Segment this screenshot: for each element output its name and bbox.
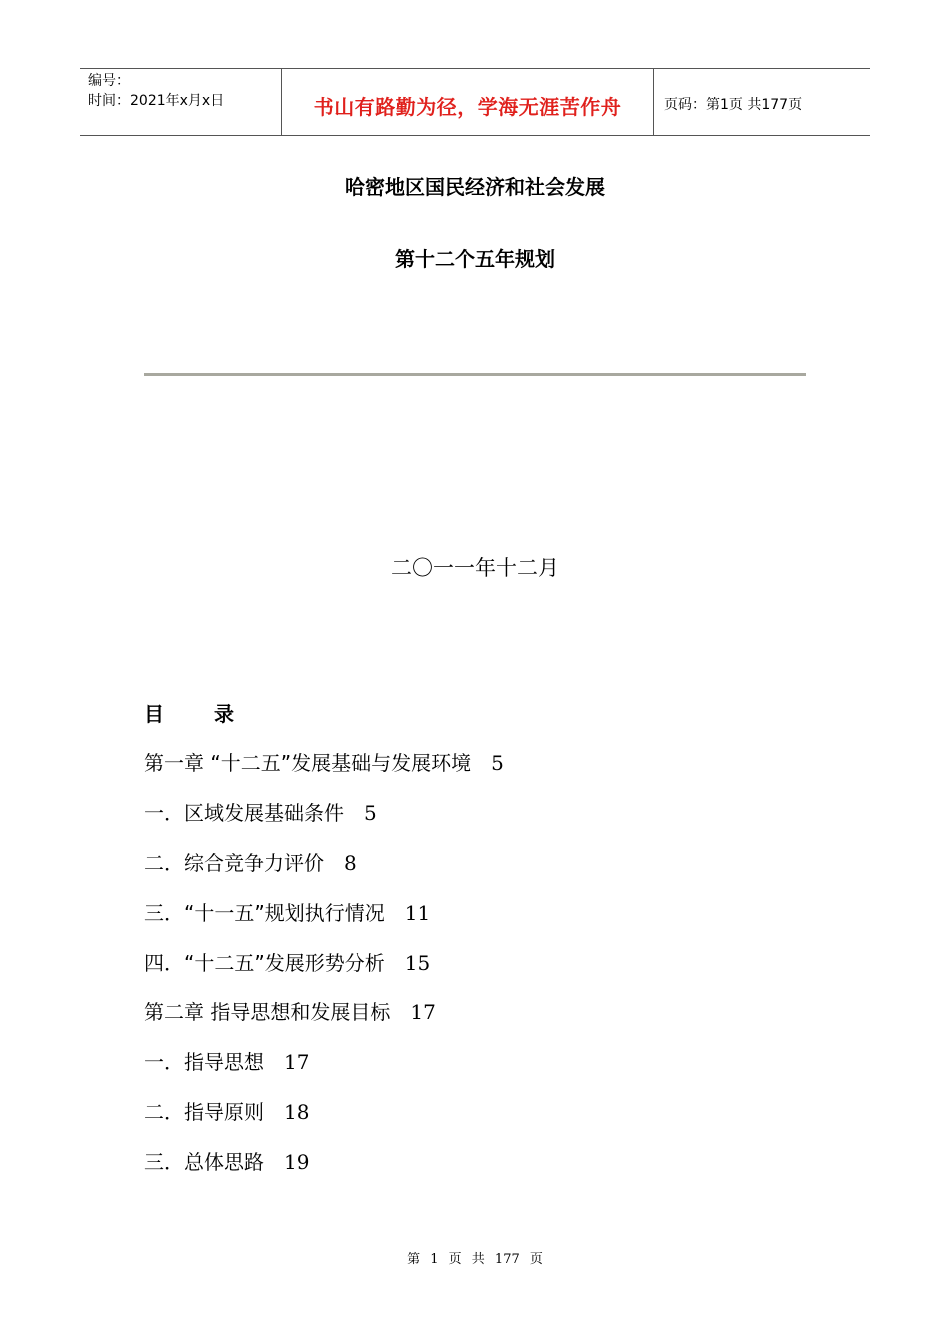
toc-item-label: 一．区域发展基础条件: [144, 800, 344, 825]
toc-item-page: 15: [404, 950, 431, 975]
toc-item-page: 5: [364, 800, 377, 825]
toc-item-page: 17: [284, 1050, 310, 1075]
toc-item[interactable]: [144, 847, 504, 897]
toc-item[interactable]: [144, 947, 504, 997]
toc-item-page: 5: [491, 751, 504, 775]
toc-item-label: 四．“十二五”发展形势分析: [144, 950, 385, 975]
toc-item[interactable]: [144, 797, 504, 847]
toc-item[interactable]: [144, 1146, 504, 1196]
header-meta-cell: [80, 69, 282, 135]
header-page-cell: [654, 69, 870, 135]
toc-item[interactable]: [144, 1096, 504, 1146]
toc-item-page: 8: [344, 850, 357, 875]
toc-item-page: 19: [284, 1150, 310, 1175]
table-of-contents: [144, 747, 504, 1196]
document-date: 二〇一一年十二月: [391, 556, 559, 580]
document-title-line2: 第十二个五年规划: [395, 247, 555, 271]
toc-item[interactable]: [144, 1046, 504, 1096]
toc-item[interactable]: [144, 897, 504, 947]
toc-item-page: 11: [404, 900, 431, 925]
motto-text: 书山有路勤为径，学海无涯苦作舟: [313, 95, 622, 119]
toc-heading-char2: 录: [214, 702, 234, 726]
toc-heading-char1: 目: [144, 702, 164, 726]
toc-item[interactable]: [144, 747, 504, 797]
number-label: 编号：: [88, 73, 130, 89]
time-label: 时间：2021年x月x日: [88, 93, 225, 109]
toc-item-page: 17: [410, 1000, 436, 1025]
toc-item-label: 第二章 指导思想和发展目标: [144, 1000, 391, 1025]
document-header: [80, 68, 870, 136]
page-footer: 第 1 页 共 177 页: [407, 1252, 543, 1267]
toc-item-page: 18: [284, 1100, 310, 1125]
page-info: 页码：第1页 共177页: [664, 97, 803, 113]
toc-item[interactable]: [144, 996, 504, 1046]
toc-heading: [144, 698, 234, 727]
toc-item-label: 一．指导思想: [144, 1050, 264, 1075]
toc-item-label: 二．指导原则: [144, 1100, 264, 1125]
title-divider: [144, 373, 806, 376]
header-motto-cell: [282, 69, 654, 135]
toc-item-label: 第一章 “十二五”发展基础与发展环境: [144, 751, 472, 775]
toc-item-label: 二．综合竞争力评价: [144, 850, 324, 875]
toc-item-label: 三．“十一五”规划执行情况: [144, 900, 385, 925]
toc-item-label: 三．总体思路: [144, 1150, 264, 1175]
document-title-line1: 哈密地区国民经济和社会发展: [345, 175, 605, 199]
